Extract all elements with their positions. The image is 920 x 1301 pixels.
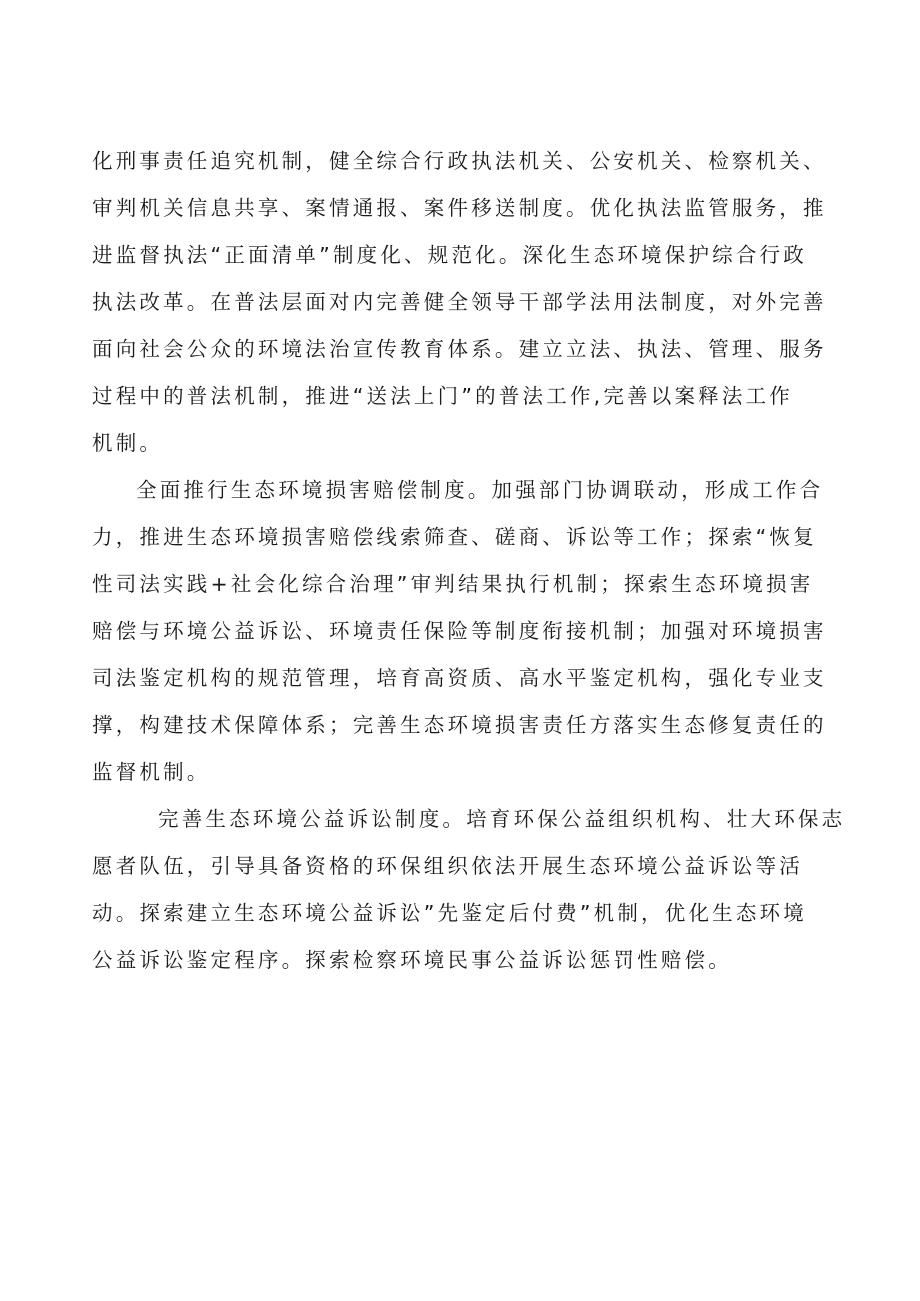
- text-line: 动。探索建立生态环境公益诉讼”先鉴定后付费”机制，优化生态环境: [92, 901, 807, 925]
- text-line: 撑，构建技术保障体系；完善生态环境损害责任方落实生态修复责任的: [92, 713, 827, 737]
- text-line: 进监督执法“正面清单”制度化、规范化。深化生态环境保护综合行政: [92, 243, 807, 267]
- text-line: 赔偿与环境公益诉讼、环境责任保险等制度衔接机制；加强对环境损害: [92, 619, 827, 643]
- text-line: 公益诉讼鉴定程序。探索检察环境民事公益诉讼惩罚性赔偿。: [92, 948, 732, 972]
- paragraph-public-interest-litigation: [92, 796, 846, 984]
- text-line: 化刑事责任追究机制，健全综合行政执法机关、公安机关、检察机关、: [92, 149, 827, 173]
- document-body: [92, 138, 846, 984]
- text-line: 机制。: [92, 431, 164, 455]
- paragraph-legal-mechanism: [92, 138, 828, 467]
- text-line: 执法改革。在普法层面对内完善健全领导干部学法用法制度，对外完善: [92, 290, 827, 314]
- text-line-indented: 完善生态环境公益诉讼制度。培育环保公益组织机构、壮大环保志: [158, 807, 846, 831]
- text-line-indented: 全面推行生态环境损害赔偿制度。加强部门协调联动，形成工作合: [136, 478, 824, 502]
- text-line: 面向社会公众的环境法治宣传教育体系。建立立法、执法、管理、服务: [92, 337, 827, 361]
- text-line: 性司法实践+社会化综合治理”审判结果执行机制；探索生态环境损害: [92, 572, 814, 596]
- text-line: 过程中的普法机制，推进“送法上门”的普法工作,完善以案释法工作: [92, 384, 793, 408]
- text-line: 司法鉴定机构的规范管理，培育高资质、高水平鉴定机构，强化专业支: [92, 666, 827, 690]
- text-line: 监督机制。: [92, 760, 211, 784]
- text-line: 力，推进生态环境损害赔偿线索筛查、磋商、诉讼等工作；探索“恢复: [92, 525, 817, 549]
- text-line: 审判机关信息共享、案情通报、案件移送制度。优化执法监管服务，推: [92, 196, 827, 220]
- text-line: 愿者队伍，引导具备资格的环保组织依法开展生态环境公益诉讼等活: [92, 854, 803, 878]
- paragraph-damage-compensation: [92, 467, 828, 796]
